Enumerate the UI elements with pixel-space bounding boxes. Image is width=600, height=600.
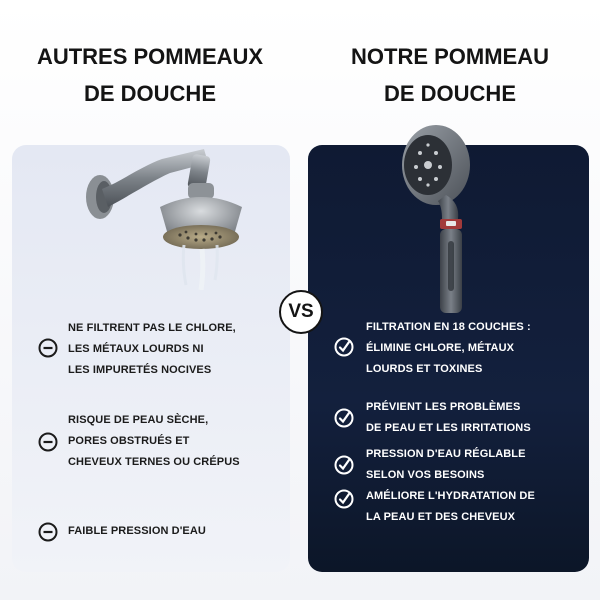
- benefit-2-line2: DE PEAU ET LES IRRITATIONS: [366, 422, 531, 434]
- comparison-panel-ours: [308, 145, 589, 572]
- check-circle-icon: [334, 408, 354, 428]
- drawback-1-line1: NE FILTRENT PAS LE CHLORE,: [68, 322, 236, 334]
- benefit-3-line2: SELON VOS BESOINS: [366, 469, 485, 481]
- check-circle-icon: [334, 337, 354, 357]
- minus-circle-icon: [38, 338, 58, 358]
- drawback-2-line3: CHEVEUX TERNES OU CRÉPUS: [68, 456, 240, 468]
- drawback-1-line3: LES IMPURETÉS NOCIVES: [68, 364, 212, 376]
- minus-circle-icon: [38, 522, 58, 542]
- heading-left-line1: AUTRES POMMEAUX: [36, 44, 264, 69]
- benefit-item-skin: [334, 397, 531, 439]
- drawback-3-line1: FAIBLE PRESSION D'EAU: [68, 525, 206, 537]
- benefit-item-hydration: [334, 486, 535, 528]
- drawback-item-skin-risk: [38, 410, 240, 473]
- benefit-3-line1: PRESSION D'EAU RÉGLABLE: [366, 448, 526, 460]
- benefit-item-filtration: [334, 317, 531, 380]
- heading-right-line2: DE DOUCHE: [383, 81, 516, 106]
- comparison-panel-others: [12, 145, 290, 572]
- heading-right-line1: NOTRE POMMEAU: [351, 44, 549, 69]
- drawback-item-no-filtration: [38, 318, 236, 381]
- benefit-4-line1: AMÉLIORE L'HYDRATATION DE: [366, 490, 535, 502]
- old-shower-head-image: [62, 145, 262, 290]
- drawback-item-low-pressure: [38, 521, 206, 542]
- benefit-1-line2: ÉLIMINE CHLORE, MÉTAUX: [366, 342, 515, 354]
- drawback-2-line2: PORES OBSTRUÉS ET: [68, 435, 190, 447]
- drawback-2-line1: RISQUE DE PEAU SÈCHE,: [68, 414, 209, 426]
- vs-badge: VS: [279, 290, 323, 334]
- check-circle-icon: [334, 455, 354, 475]
- minus-circle-icon: [38, 432, 58, 452]
- check-circle-icon: [334, 489, 354, 509]
- drawback-1-line2: LES MÉTAUX LOURDS NI: [68, 343, 204, 355]
- benefit-2-line1: PRÉVIENT LES PROBLÈMES: [366, 401, 521, 413]
- heading-left-line2: DE DOUCHE: [83, 81, 216, 106]
- heading-other-shower-heads: [0, 38, 300, 112]
- benefit-4-line2: LA PEAU ET DES CHEVEUX: [366, 511, 516, 523]
- benefit-1-line3: LOURDS ET TOXINES: [366, 363, 483, 375]
- benefit-item-pressure: [334, 444, 526, 486]
- benefit-1-line1: FILTRATION EN 18 COUCHES :: [366, 321, 531, 333]
- filter-shower-head-image: [398, 123, 498, 318]
- heading-our-shower-head: [300, 38, 600, 112]
